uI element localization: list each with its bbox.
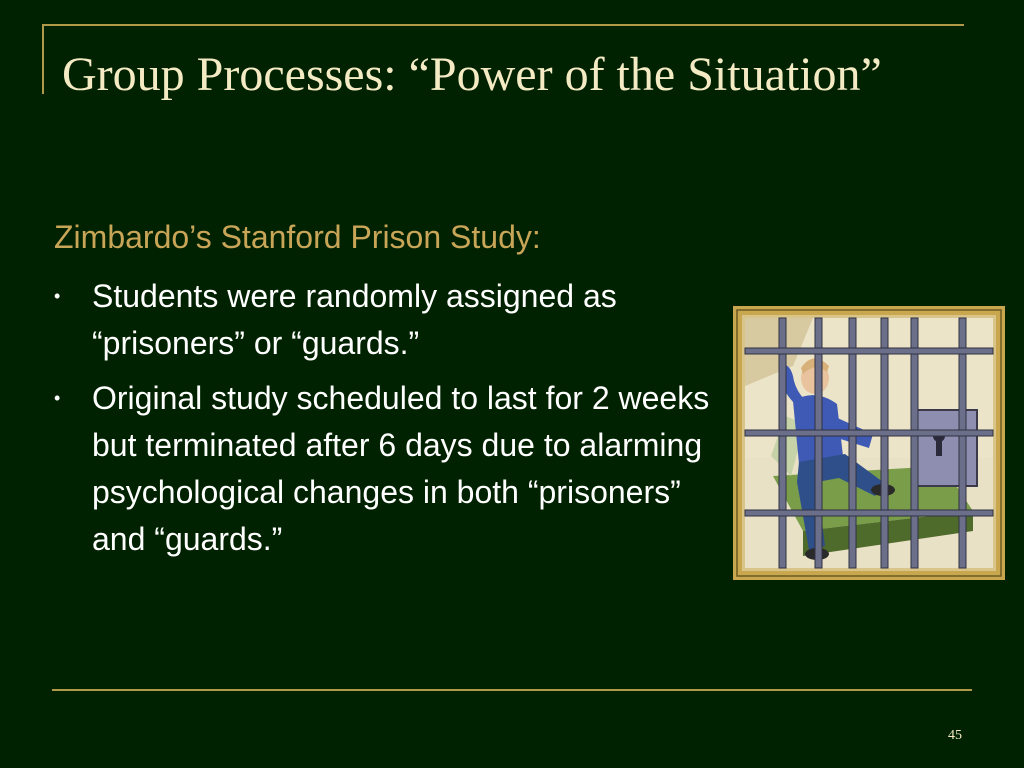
- bullet-icon: •: [54, 388, 61, 408]
- bullet-icon: •: [54, 286, 61, 306]
- bullet-item: [54, 375, 734, 563]
- page-number: 45: [948, 728, 962, 743]
- bullet-text: Original study scheduled to last for 2 weeks but terminated after 6 days due to alarming psychological changes in both “prisoners” and “guards.”: [92, 380, 710, 557]
- prison-cell-clipart: [733, 306, 1005, 580]
- frame-top-line: [42, 24, 964, 26]
- bullet-text: Students were randomly assigned as “prisoners” or “guards.”: [92, 278, 617, 361]
- clipart-keyhole-slot: [936, 438, 942, 456]
- bullet-list: [54, 273, 734, 571]
- clipart-door-lock: [913, 410, 977, 486]
- frame-left-line: [42, 24, 44, 94]
- slide-title: Group Processes: “Power of the Situation”: [62, 48, 882, 101]
- slide-subtitle: Zimbardo’s Stanford Prison Study:: [54, 219, 541, 255]
- frame-bottom-line: [52, 689, 972, 691]
- bullet-item: [54, 273, 734, 367]
